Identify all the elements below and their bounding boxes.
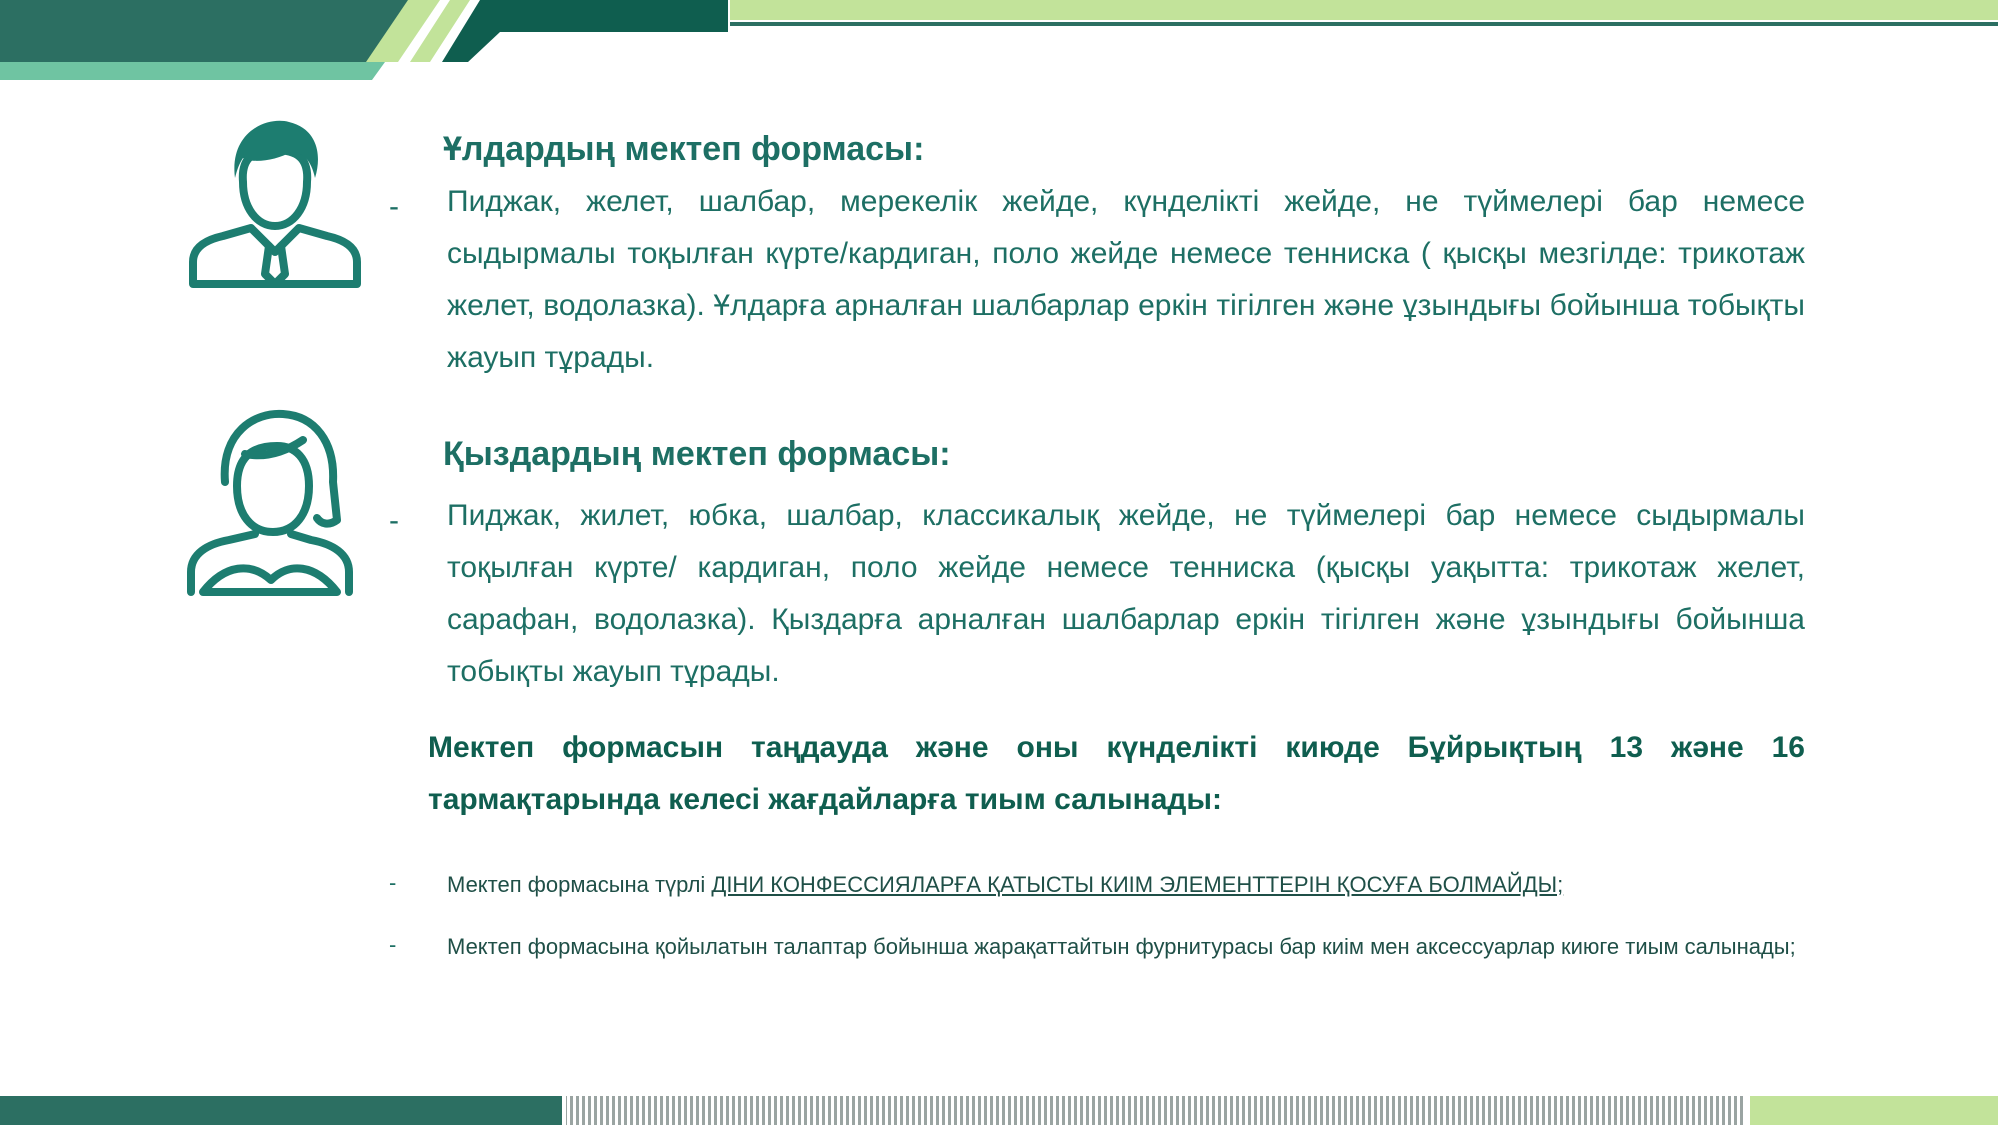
boys-section-title: Ұлдардың мектеп формасы: bbox=[443, 130, 925, 168]
bullet-dash: - bbox=[389, 932, 397, 957]
bullet-dash: - bbox=[389, 190, 399, 223]
rule-1-underlined: ДІНИ КОНФЕССИЯЛАРҒА ҚАТЫСТЫ КИІМ ЭЛЕМЕНТТЕРІН ҚОСУҒА БОЛМАЙДЫ; bbox=[711, 872, 1564, 897]
header-thin-line bbox=[730, 22, 1998, 26]
rule-2-text: Мектеп формасына қойылатын талаптар бойынша жарақаттайтын фурнитурасы бар киім мен аксессуарлар киюге тиым салынады; bbox=[447, 934, 1796, 959]
boy-avatar-svg bbox=[185, 112, 365, 292]
header-dark-tab bbox=[442, 0, 728, 62]
header-decoration bbox=[0, 0, 1998, 80]
rule-1-plain: Мектеп формасына түрлі bbox=[447, 872, 712, 897]
boys-uniform-text: Пиджак, желет, шалбар, мерекелік жейде, күнделікті жейде, не түймелері бар немесе сыдырмалы тоқылған күрте/кардиган, поло жейде немесе тенниска ( қысқы мезгілде: трикотаж желет, водолазка). Ұлдарға арналған шалбарлар еркін тігілген және ұзындығы бойынша тобықты жауып тұрады. bbox=[447, 185, 1805, 374]
footer-decoration bbox=[0, 1096, 1998, 1125]
bullet-dash: - bbox=[389, 504, 399, 537]
header-light-stripe bbox=[730, 0, 1998, 20]
girl-avatar-svg bbox=[185, 402, 355, 602]
boys-uniform-section bbox=[385, 130, 1805, 380]
header-dark-band bbox=[0, 0, 430, 62]
prohibition-heading: Мектеп формасын таңдауда және оны күнделікті киюде Бұйрықтың 13 және 16 тармақтарында келесі жағдайларға тиым салынады: bbox=[428, 731, 1805, 816]
girls-uniform-text: Пиджак, жилет, юбка, шалбар, классикалық жейде, не түймелері бар немесе сыдырмалы тоқылған күрте/ кардиган, поло жейде немесе тенниска (қысқы уақытта: трикотаж желет, сарафан, водолазка). Қыздарға арналған шалбарлар еркін тігілген және ұзындығы бойынша тобықты жауып тұрады. bbox=[447, 499, 1805, 688]
footer-light-band bbox=[1750, 1096, 1998, 1125]
girls-uniform-section bbox=[385, 435, 1805, 695]
boy-avatar-icon bbox=[185, 112, 365, 292]
girls-section-title: Қыздардың мектеп формасы: bbox=[443, 435, 951, 473]
bullet-dash: - bbox=[389, 870, 397, 895]
header-mint-band bbox=[0, 62, 385, 80]
rule-1-text bbox=[447, 866, 1805, 904]
girl-avatar-icon bbox=[185, 402, 355, 602]
footer-dark-band bbox=[0, 1096, 562, 1125]
footer-hatched-band bbox=[566, 1096, 1746, 1125]
